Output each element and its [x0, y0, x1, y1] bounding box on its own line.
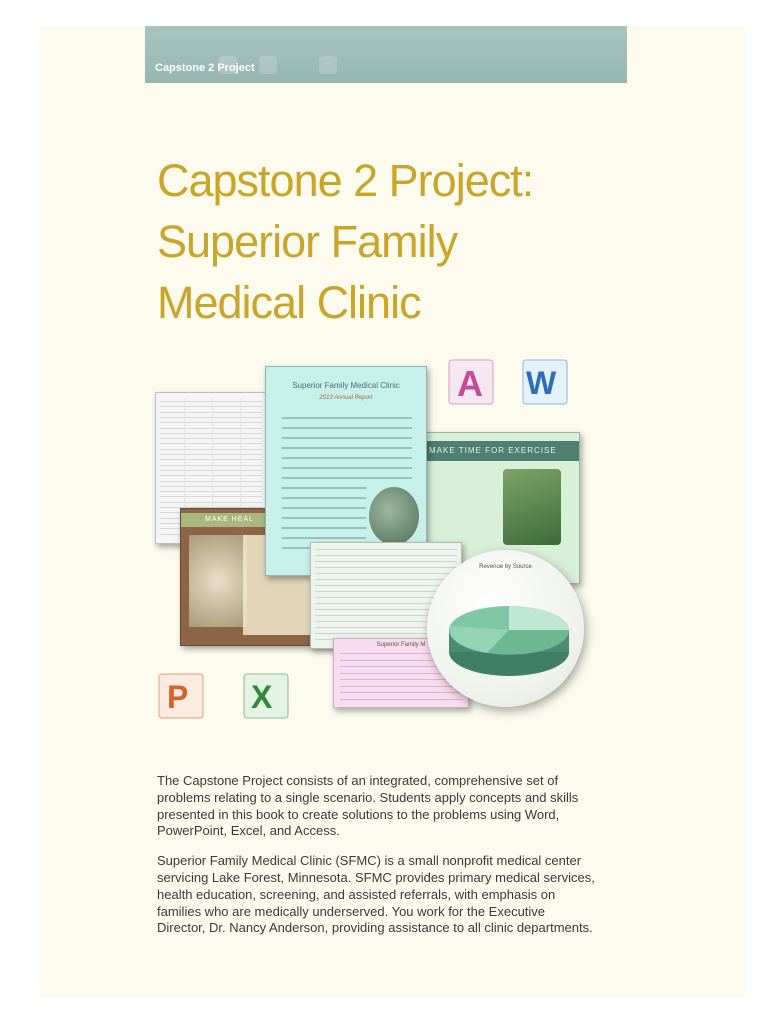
page-title — [157, 150, 677, 333]
svg-text:X: X — [251, 679, 273, 715]
title-line: Superior Family — [157, 216, 458, 267]
text-line: families who are medically underserved. You work for the Executive — [157, 903, 546, 919]
svg-text:W: W — [526, 365, 557, 401]
ghost-icon — [319, 56, 337, 74]
banner-label: Capstone 2 Project — [155, 62, 255, 74]
body-text — [157, 773, 617, 950]
pie-title: Revenue by Source — [479, 564, 532, 570]
paragraph-sfmc — [157, 853, 617, 937]
report-title: Superior Family Medical Clinic — [292, 381, 400, 390]
text-line: Superior Family Medical Clinic (SFMC) is a small nonprofit medical center — [157, 853, 582, 869]
svg-text:P: P — [167, 679, 189, 715]
text-line: problems relating to a single scenario. Students apply concepts and skills — [157, 789, 579, 805]
text-line: presented in this book to create solutions to the problems using Word, — [157, 806, 560, 822]
text-line: PowerPoint, Excel, and Access. — [157, 823, 340, 839]
title-line: Capstone 2 Project: — [157, 155, 534, 206]
title-line: Medical Clinic — [157, 277, 421, 328]
runner-photo — [503, 469, 561, 545]
report-subtitle: 2013 Annual Report — [319, 395, 373, 401]
nutrition-heading: MAKE HEAL — [181, 513, 341, 527]
paragraph-intro — [157, 773, 617, 840]
report-photo — [369, 487, 419, 545]
revenue-pie-chart-thumbnail — [427, 550, 584, 707]
header-banner — [145, 26, 627, 83]
text-line: The Capstone Project consists of an integrated, comprehensive set of — [157, 773, 559, 788]
food-photo — [189, 535, 247, 627]
ghost-icon — [259, 56, 277, 74]
svg-text:A: A — [457, 363, 483, 404]
text-line: servicing Lake Forest, Minnesota. SFMC provides primary medical services, — [157, 869, 595, 885]
budget-title: Superior Family M — [376, 642, 426, 648]
text-line: health education, screening, and assisted referrals, with emphasis on — [157, 886, 556, 902]
access-icon — [447, 358, 495, 406]
excel-icon — [242, 672, 290, 720]
text-line: Director, Dr. Nancy Anderson, providing assistance to all clinic departments. — [157, 920, 593, 936]
exercise-heading: MAKE TIME FOR EXERCISE — [421, 441, 579, 461]
word-icon — [521, 358, 569, 406]
powerpoint-icon — [157, 672, 205, 720]
